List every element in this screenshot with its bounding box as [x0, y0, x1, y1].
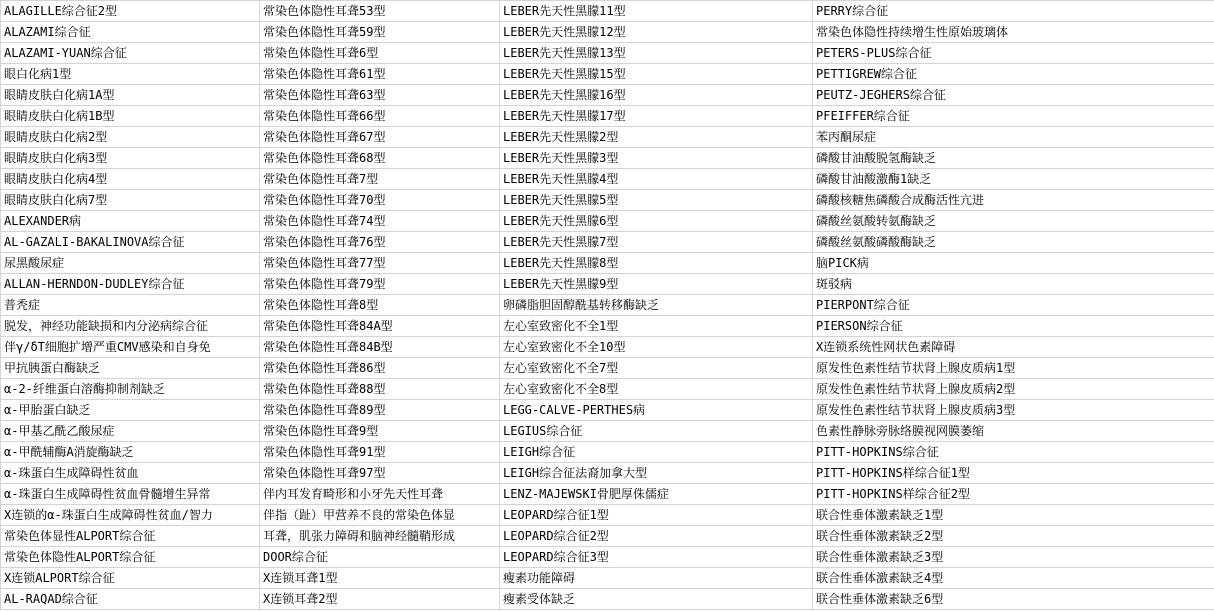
table-cell[interactable]: 眼睛皮肤白化病3型 — [1, 148, 260, 169]
table-cell[interactable]: X连锁的α-珠蛋白生成障碍性贫血/智力 — [1, 505, 260, 526]
table-cell[interactable]: 脱发，神经功能缺损和内分泌病综合征 — [1, 316, 260, 337]
table-cell[interactable]: 常染色体显性ALPORT综合征 — [1, 526, 260, 547]
table-row — [1, 190, 1214, 211]
table-cell[interactable]: 常染色体隐性耳聋67型 — [260, 127, 500, 148]
table-cell[interactable]: 甲抗胰蛋白酶缺乏 — [1, 358, 260, 379]
table-row — [1, 379, 1214, 400]
table-cell[interactable]: PETTIGREW综合征 — [813, 64, 1214, 85]
table-cell[interactable]: 瘦素功能障碍 — [500, 568, 813, 589]
table-cell[interactable]: LEBER先天性黑朦17型 — [500, 106, 813, 127]
table-cell[interactable]: 常染色体隐性持续增生性原始玻璃体 — [813, 22, 1214, 43]
table-cell[interactable]: 磷酸甘油酸激酶1缺乏 — [813, 169, 1214, 190]
table-row — [1, 148, 1214, 169]
table-cell[interactable]: PERRY综合征 — [813, 1, 1214, 22]
table-cell[interactable]: α-珠蛋白生成障碍性贫血 — [1, 463, 260, 484]
table-cell[interactable]: 常染色体隐性耳聋86型 — [260, 358, 500, 379]
table-cell[interactable]: 常染色体隐性耳聋74型 — [260, 211, 500, 232]
table-cell[interactable]: 脑PICK病 — [813, 253, 1214, 274]
table-row — [1, 169, 1214, 190]
table-row — [1, 295, 1214, 316]
table-cell[interactable]: LEOPARD综合征3型 — [500, 547, 813, 568]
table-row — [1, 316, 1214, 337]
table-cell[interactable]: LEBER先天性黑朦16型 — [500, 85, 813, 106]
table-cell[interactable]: PITT-HOPKINS样综合征2型 — [813, 484, 1214, 505]
table-cell[interactable]: ALLAN-HERNDON-DUDLEY综合征 — [1, 274, 260, 295]
table-cell[interactable]: 常染色体隐性耳聋91型 — [260, 442, 500, 463]
table-cell[interactable]: 常染色体隐性耳聋63型 — [260, 85, 500, 106]
table-cell[interactable]: 原发性色素性结节状肾上腺皮质病2型 — [813, 379, 1214, 400]
table-cell[interactable]: 左心室致密化不全8型 — [500, 379, 813, 400]
table-cell[interactable]: LEBER先天性黑朦15型 — [500, 64, 813, 85]
table-cell[interactable]: ALAGILLE综合征2型 — [1, 1, 260, 22]
table-cell[interactable]: 眼睛皮肤白化病2型 — [1, 127, 260, 148]
table-cell[interactable]: 磷酸丝氨酸磷酸酶缺乏 — [813, 232, 1214, 253]
table-row — [1, 463, 1214, 484]
table-cell[interactable]: LEBER先天性黑朦11型 — [500, 1, 813, 22]
table-cell[interactable]: 原发性色素性结节状肾上腺皮质病1型 — [813, 358, 1214, 379]
table-cell[interactable]: 原发性色素性结节状肾上腺皮质病3型 — [813, 400, 1214, 421]
table-cell[interactable]: 联合性垂体激素缺乏2型 — [813, 526, 1214, 547]
table-row — [1, 274, 1214, 295]
table-cell[interactable]: 常染色体隐性耳聋59型 — [260, 22, 500, 43]
table-cell[interactable]: 左心室致密化不全7型 — [500, 358, 813, 379]
table-cell[interactable]: AL-GAZALI-BAKALINOVA综合征 — [1, 232, 260, 253]
spreadsheet-body — [1, 1, 1214, 610]
table-cell[interactable]: LEBER先天性黑朦4型 — [500, 169, 813, 190]
table-cell[interactable]: 磷酸丝氨酸转氨酶缺乏 — [813, 211, 1214, 232]
table-cell[interactable]: 磷酸甘油酸脱氢酶缺乏 — [813, 148, 1214, 169]
table-cell[interactable]: 伴指（趾）甲营养不良的常染色体显 — [260, 505, 500, 526]
table-cell[interactable]: 联合性垂体激素缺乏3型 — [813, 547, 1214, 568]
table-row — [1, 64, 1214, 85]
table-cell[interactable]: ALEXANDER病 — [1, 211, 260, 232]
table-cell[interactable]: 斑驳病 — [813, 274, 1214, 295]
table-row — [1, 337, 1214, 358]
table-row — [1, 43, 1214, 64]
table-cell[interactable]: 瘦素受体缺乏 — [500, 589, 813, 610]
table-cell[interactable]: 眼睛皮肤白化病7型 — [1, 190, 260, 211]
table-cell[interactable]: 联合性垂体激素缺乏4型 — [813, 568, 1214, 589]
table-cell[interactable]: PITT-HOPKINS样综合征1型 — [813, 463, 1214, 484]
table-cell[interactable]: X连锁耳聋1型 — [260, 568, 500, 589]
table-cell[interactable]: LEBER先天性黑朦6型 — [500, 211, 813, 232]
table-cell[interactable]: 伴内耳发育畸形和小牙先天性耳聋 — [260, 484, 500, 505]
table-cell[interactable]: LENZ-MAJEWSKI骨肥厚侏儒症 — [500, 484, 813, 505]
table-cell[interactable]: 常染色体隐性耳聋79型 — [260, 274, 500, 295]
table-cell[interactable]: LEOPARD综合征2型 — [500, 526, 813, 547]
table-cell[interactable]: 伴γ/δT细胞扩增严重CMV感染和自身免 — [1, 337, 260, 358]
table-row — [1, 589, 1214, 610]
table-row — [1, 253, 1214, 274]
table-row — [1, 442, 1214, 463]
table-cell[interactable]: 常染色体隐性耳聋97型 — [260, 463, 500, 484]
table-cell[interactable]: X连锁系统性网状色素障碍 — [813, 337, 1214, 358]
table-cell[interactable]: PFEIFFER综合征 — [813, 106, 1214, 127]
table-cell[interactable]: 普秃症 — [1, 295, 260, 316]
table-cell[interactable]: LEIGH综合征 — [500, 442, 813, 463]
table-cell[interactable]: 常染色体隐性耳聋84A型 — [260, 316, 500, 337]
table-row — [1, 526, 1214, 547]
table-cell[interactable]: 常染色体隐性耳聋9型 — [260, 421, 500, 442]
table-cell[interactable]: 常染色体隐性耳聋7型 — [260, 169, 500, 190]
table-cell[interactable]: X连锁ALPORT综合征 — [1, 568, 260, 589]
table-cell[interactable]: LEGG-CALVE-PERTHES病 — [500, 400, 813, 421]
table-row — [1, 505, 1214, 526]
table-cell[interactable]: LEBER先天性黑朦3型 — [500, 148, 813, 169]
table-cell[interactable]: 眼睛皮肤白化病1B型 — [1, 106, 260, 127]
table-cell[interactable]: 常染色体隐性耳聋68型 — [260, 148, 500, 169]
table-cell[interactable]: α-2-纤维蛋白溶酶抑制剂缺乏 — [1, 379, 260, 400]
table-row — [1, 421, 1214, 442]
table-row — [1, 547, 1214, 568]
table-cell[interactable]: PEUTZ-JEGHERS综合征 — [813, 85, 1214, 106]
table-row — [1, 106, 1214, 127]
table-cell[interactable]: 左心室致密化不全10型 — [500, 337, 813, 358]
table-cell[interactable]: 常染色体隐性耳聋8型 — [260, 295, 500, 316]
table-cell[interactable]: α-珠蛋白生成障碍性贫血骨髓增生异常 — [1, 484, 260, 505]
table-cell[interactable]: 常染色体隐性耳聋61型 — [260, 64, 500, 85]
table-row — [1, 85, 1214, 106]
table-cell[interactable]: LEIGH综合征法裔加拿大型 — [500, 463, 813, 484]
table-cell[interactable]: 眼睛皮肤白化病4型 — [1, 169, 260, 190]
table-cell[interactable]: 联合性垂体激素缺乏6型 — [813, 589, 1214, 610]
table-row — [1, 1, 1214, 22]
table-cell[interactable]: 常染色体隐性耳聋84B型 — [260, 337, 500, 358]
table-row — [1, 127, 1214, 148]
table-row — [1, 568, 1214, 589]
table-cell[interactable]: LEBER先天性黑朦5型 — [500, 190, 813, 211]
table-cell[interactable]: 眼睛皮肤白化病1A型 — [1, 85, 260, 106]
table-cell[interactable]: 磷酸核糖焦磷酸合成酶活性亢进 — [813, 190, 1214, 211]
table-row — [1, 484, 1214, 505]
table-cell[interactable]: LEOPARD综合征1型 — [500, 505, 813, 526]
table-cell[interactable]: PIERPONT综合征 — [813, 295, 1214, 316]
table-cell[interactable]: 常染色体隐性耳聋53型 — [260, 1, 500, 22]
table-cell[interactable]: ALAZAMI综合征 — [1, 22, 260, 43]
table-cell[interactable]: 常染色体隐性ALPORT综合征 — [1, 547, 260, 568]
table-cell[interactable]: LEGIUS综合征 — [500, 421, 813, 442]
table-cell[interactable]: DOOR综合征 — [260, 547, 500, 568]
table-row — [1, 22, 1214, 43]
table-cell[interactable]: 尿黑酸尿症 — [1, 253, 260, 274]
table-cell[interactable]: α-甲基乙酰乙酸尿症 — [1, 421, 260, 442]
table-cell[interactable]: LEBER先天性黑朦7型 — [500, 232, 813, 253]
table-cell[interactable]: 常染色体隐性耳聋76型 — [260, 232, 500, 253]
table-cell[interactable]: 常染色体隐性耳聋70型 — [260, 190, 500, 211]
table-cell[interactable]: 苯丙酮尿症 — [813, 127, 1214, 148]
table-cell[interactable]: 常染色体隐性耳聋89型 — [260, 400, 500, 421]
table-cell[interactable]: PITT-HOPKINS综合征 — [813, 442, 1214, 463]
table-row — [1, 211, 1214, 232]
table-cell[interactable]: 常染色体隐性耳聋66型 — [260, 106, 500, 127]
table-cell[interactable]: LEBER先天性黑朦9型 — [500, 274, 813, 295]
table-cell[interactable]: 耳聋，肌张力障碍和脑神经髓鞘形成 — [260, 526, 500, 547]
table-cell[interactable]: 卵磷脂胆固醇酰基转移酶缺乏 — [500, 295, 813, 316]
table-cell[interactable]: ALAZAMI-YUAN综合征 — [1, 43, 260, 64]
table-cell[interactable]: LEBER先天性黑朦2型 — [500, 127, 813, 148]
table-cell[interactable]: 常染色体隐性耳聋88型 — [260, 379, 500, 400]
table-cell[interactable]: 联合性垂体激素缺乏1型 — [813, 505, 1214, 526]
table-cell[interactable]: PIERSON综合征 — [813, 316, 1214, 337]
table-cell[interactable]: LEBER先天性黑朦8型 — [500, 253, 813, 274]
table-cell[interactable]: LEBER先天性黑朦13型 — [500, 43, 813, 64]
table-cell[interactable]: AL-RAQAD综合征 — [1, 589, 260, 610]
table-cell[interactable]: 眼白化病1型 — [1, 64, 260, 85]
table-cell[interactable]: 色素性静脉旁脉络膜视网膜萎缩 — [813, 421, 1214, 442]
table-cell[interactable]: PETERS-PLUS综合征 — [813, 43, 1214, 64]
table-cell[interactable]: α-甲酰辅酶A消旋酶缺乏 — [1, 442, 260, 463]
table-cell[interactable]: α-甲胎蛋白缺乏 — [1, 400, 260, 421]
table-row — [1, 232, 1214, 253]
table-cell[interactable]: 常染色体隐性耳聋77型 — [260, 253, 500, 274]
table-row — [1, 358, 1214, 379]
table-cell[interactable]: 常染色体隐性耳聋6型 — [260, 43, 500, 64]
table-cell[interactable]: LEBER先天性黑朦12型 — [500, 22, 813, 43]
table-cell[interactable]: X连锁耳聋2型 — [260, 589, 500, 610]
table-cell[interactable]: 左心室致密化不全1型 — [500, 316, 813, 337]
table-row — [1, 400, 1214, 421]
